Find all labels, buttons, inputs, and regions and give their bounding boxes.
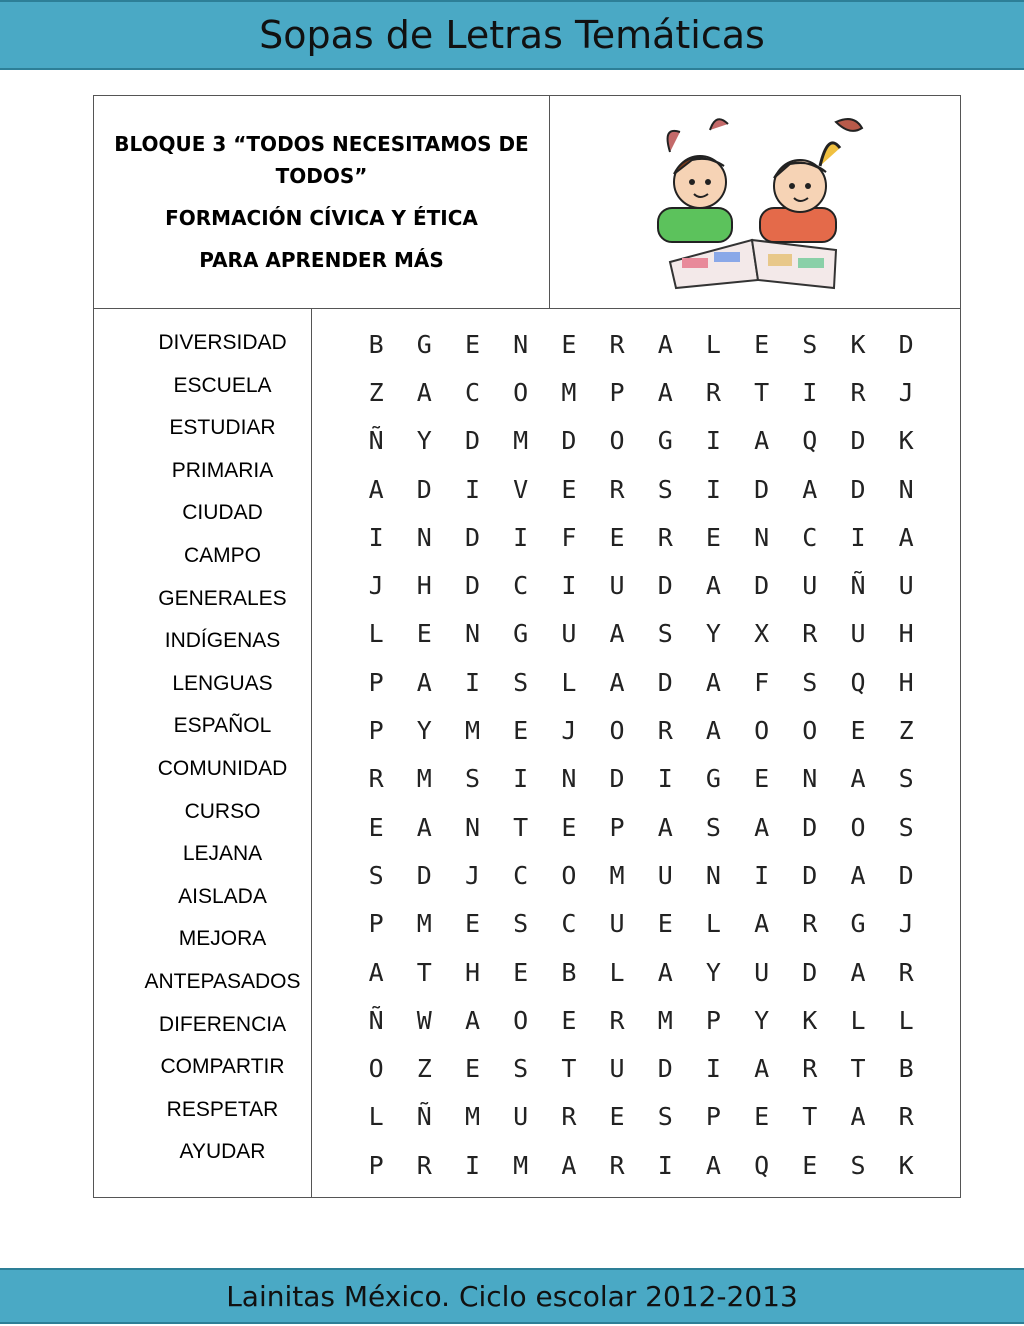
grid-cell[interactable]: S [850, 1150, 866, 1180]
grid-cell[interactable]: S [657, 1102, 673, 1132]
word-item: MEJORA [178, 927, 267, 951]
grid-cell[interactable]: G [657, 426, 673, 456]
grid-cell[interactable]: E [561, 1005, 577, 1035]
grid-cell[interactable]: E [561, 474, 577, 504]
word-item: LENGUAS [172, 671, 273, 695]
grid-cell[interactable]: R [609, 474, 625, 504]
illustration [550, 96, 960, 308]
grid-cell[interactable]: U [850, 619, 866, 649]
grid-cell[interactable]: I [464, 1150, 480, 1180]
puzzle-box [93, 308, 961, 1198]
grid-cell[interactable]: D [657, 667, 673, 697]
word-item: ESPAÑOL [173, 714, 272, 738]
grid-cell[interactable]: M [513, 1150, 529, 1180]
grid-cell[interactable]: E [850, 716, 866, 746]
grid-cell[interactable]: A [850, 957, 866, 987]
word-item: DIFERENCIA [158, 1012, 287, 1036]
grid-cell[interactable]: R [416, 1150, 432, 1180]
grid-cell[interactable]: E [464, 909, 480, 939]
grid-cell[interactable]: R [898, 957, 914, 987]
grid-cell[interactable]: G [513, 619, 529, 649]
subject-title: FORMACIÓN CÍVICA Y ÉTICA [165, 206, 478, 230]
grid-cell[interactable]: E [561, 812, 577, 842]
grid-cell[interactable]: A [657, 812, 673, 842]
grid-cell[interactable]: A [609, 667, 625, 697]
grid-cell[interactable]: Y [416, 426, 432, 456]
grid-cell[interactable]: E [705, 522, 721, 552]
grid-cell[interactable]: A [657, 957, 673, 987]
grid-cell[interactable]: L [609, 957, 625, 987]
grid-cell[interactable]: A [705, 1150, 721, 1180]
grid-cell[interactable]: O [513, 1005, 529, 1035]
word-item: ESCUELA [173, 373, 272, 397]
grid-cell[interactable]: T [561, 1054, 577, 1084]
grid-cell[interactable]: K [898, 1150, 914, 1180]
grid-cell[interactable]: M [464, 1102, 480, 1132]
grid-cell[interactable]: I [464, 474, 480, 504]
grid-cell[interactable]: I [513, 764, 529, 794]
grid-cell[interactable]: D [850, 426, 866, 456]
grid-cell[interactable]: D [898, 329, 914, 359]
grid-cell[interactable]: U [802, 571, 818, 601]
word-item: RESPETAR [166, 1097, 279, 1121]
word-item: CURSO [184, 799, 261, 823]
grid-cell[interactable]: T [754, 377, 770, 407]
grid-cell[interactable]: S [705, 812, 721, 842]
word-item: GENERALES [158, 586, 287, 610]
grid-cell[interactable]: R [609, 1005, 625, 1035]
page-header [0, 0, 1024, 70]
grid-cell[interactable]: T [513, 812, 529, 842]
grid-cell[interactable]: I [754, 860, 770, 890]
grid-cell[interactable]: J [898, 377, 914, 407]
grid-cell[interactable]: Y [754, 1005, 770, 1035]
grid-cell[interactable]: E [657, 909, 673, 939]
grid-cell[interactable]: M [609, 860, 625, 890]
grid-cell[interactable]: D [561, 426, 577, 456]
grid-cell[interactable]: V [513, 474, 529, 504]
grid-cell[interactable]: L [368, 1102, 384, 1132]
grid-cell[interactable]: X [754, 619, 770, 649]
grid-cell[interactable]: A [368, 957, 384, 987]
grid-cell[interactable]: G [416, 329, 432, 359]
grid-cell[interactable]: O [609, 716, 625, 746]
grid-cell[interactable]: R [657, 522, 673, 552]
grid-cell[interactable]: D [898, 860, 914, 890]
grid-cell[interactable]: D [464, 522, 480, 552]
grid-cell[interactable]: D [802, 812, 818, 842]
children-reading-book-illustration [640, 112, 870, 292]
grid-cell[interactable]: A [754, 1054, 770, 1084]
grid-cell[interactable]: D [464, 426, 480, 456]
grid-cell[interactable]: T [416, 957, 432, 987]
grid-cell[interactable]: R [609, 329, 625, 359]
page-title: Sopas de Letras Temáticas [259, 13, 765, 57]
word-item: AYUDAR [179, 1140, 266, 1164]
word-item: INDÍGENAS [164, 629, 281, 653]
grid-cell[interactable]: L [850, 1005, 866, 1035]
grid-cell[interactable]: D [802, 957, 818, 987]
grid-cell[interactable]: C [513, 571, 529, 601]
word-item: COMPARTIR [160, 1055, 285, 1079]
grid-cell[interactable]: S [898, 812, 914, 842]
grid-cell[interactable]: Ñ [416, 1102, 432, 1132]
grid-cell[interactable]: J [898, 909, 914, 939]
grid-cell[interactable]: K [898, 426, 914, 456]
grid-cell[interactable]: H [416, 571, 432, 601]
grid-cell[interactable]: O [368, 1054, 384, 1084]
grid-cell[interactable]: M [513, 426, 529, 456]
grid-cell[interactable]: O [850, 812, 866, 842]
grid-cell[interactable]: P [368, 909, 384, 939]
grid-cell[interactable]: A [416, 812, 432, 842]
info-box [93, 95, 961, 309]
grid-cell[interactable]: A [561, 1150, 577, 1180]
grid-cell[interactable]: Ñ [368, 426, 384, 456]
grid-cell[interactable]: D [657, 1054, 673, 1084]
grid-cell[interactable]: M [416, 764, 432, 794]
grid-cell[interactable]: S [802, 329, 818, 359]
grid-cell[interactable]: E [464, 1054, 480, 1084]
grid-cell[interactable]: U [898, 571, 914, 601]
block-title: BLOQUE 3 “TODOS NECESITAMOS DE TODOS” [114, 132, 529, 188]
grid-cell[interactable]: R [657, 716, 673, 746]
grid-cell[interactable]: R [802, 619, 818, 649]
grid-cell[interactable]: D [416, 860, 432, 890]
word-item: PRIMARIA [171, 458, 274, 482]
grid-cell[interactable]: B [561, 957, 577, 987]
grid-cell[interactable]: A [754, 426, 770, 456]
grid-cell[interactable]: A [802, 474, 818, 504]
word-item: COMUNIDAD [157, 756, 288, 780]
grid-cell[interactable]: R [898, 1102, 914, 1132]
grid-cell[interactable]: C [561, 909, 577, 939]
subtitle: PARA APRENDER MÁS [199, 248, 444, 272]
grid-cell[interactable]: J [561, 716, 577, 746]
grid-cell[interactable]: Y [416, 716, 432, 746]
grid-cell[interactable]: R [561, 1102, 577, 1132]
grid-cell[interactable]: M [657, 1005, 673, 1035]
grid-cell[interactable]: A [754, 909, 770, 939]
grid-cell[interactable]: L [368, 619, 384, 649]
grid-cell[interactable]: L [705, 909, 721, 939]
grid-cell[interactable]: R [802, 1054, 818, 1084]
grid-cell[interactable]: E [609, 1102, 625, 1132]
grid-cell[interactable]: N [464, 812, 480, 842]
grid-cell[interactable]: Y [705, 619, 721, 649]
grid-cell[interactable]: Q [802, 426, 818, 456]
grid-cell[interactable]: I [561, 571, 577, 601]
word-item: ANTEPASADOS [144, 969, 301, 993]
word-list [94, 308, 312, 1197]
grid-cell[interactable]: Z [898, 716, 914, 746]
grid-cell[interactable]: F [561, 522, 577, 552]
grid-cell[interactable]: N [754, 522, 770, 552]
grid-cell[interactable]: N [898, 474, 914, 504]
grid-cell[interactable]: M [464, 716, 480, 746]
grid-cell[interactable]: A [657, 329, 673, 359]
grid-cell[interactable]: Z [368, 377, 384, 407]
grid-cell[interactable]: Ñ [368, 1005, 384, 1035]
grid-cell[interactable]: P [609, 812, 625, 842]
grid-cell[interactable]: S [657, 474, 673, 504]
grid-cell[interactable]: I [513, 522, 529, 552]
grid-cell[interactable]: G [850, 909, 866, 939]
grid-cell[interactable]: D [850, 474, 866, 504]
grid-cell[interactable]: R [705, 377, 721, 407]
grid-cell[interactable]: Q [850, 667, 866, 697]
grid-cell[interactable]: E [609, 522, 625, 552]
grid-cell[interactable]: R [368, 764, 384, 794]
grid-cell[interactable]: N [561, 764, 577, 794]
grid-cell[interactable]: I [464, 667, 480, 697]
grid-cell[interactable]: D [464, 571, 480, 601]
grid-cell[interactable]: L [705, 329, 721, 359]
grid-cell[interactable]: E [754, 764, 770, 794]
grid-cell[interactable]: E [416, 619, 432, 649]
grid-cell[interactable]: U [609, 571, 625, 601]
grid-cell[interactable]: S [513, 667, 529, 697]
grid-cell[interactable]: M [416, 909, 432, 939]
grid-cell[interactable]: E [754, 1102, 770, 1132]
grid-cell[interactable]: G [705, 764, 721, 794]
grid-cell[interactable]: S [657, 619, 673, 649]
grid-cell[interactable]: E [464, 329, 480, 359]
grid-cell[interactable]: C [513, 860, 529, 890]
grid-cell[interactable]: U [609, 1054, 625, 1084]
grid-cell[interactable]: L [561, 667, 577, 697]
page-footer [0, 1268, 1024, 1324]
grid-cell[interactable]: D [754, 474, 770, 504]
grid-cell[interactable]: Y [705, 957, 721, 987]
grid-cell[interactable]: E [513, 716, 529, 746]
grid-cell[interactable]: D [754, 571, 770, 601]
grid-cell[interactable]: P [368, 1150, 384, 1180]
grid-cell[interactable]: K [850, 329, 866, 359]
word-item: ESTUDIAR [169, 416, 276, 440]
grid-cell[interactable]: S [898, 764, 914, 794]
grid-cell[interactable]: R [609, 1150, 625, 1180]
grid-cell[interactable]: T [850, 1054, 866, 1084]
grid-cell[interactable]: E [368, 812, 384, 842]
footer-text: Lainitas México. Ciclo escolar 2012-2013 [226, 1279, 798, 1313]
grid-cell[interactable]: A [850, 1102, 866, 1132]
grid-cell[interactable]: I [802, 377, 818, 407]
grid-cell[interactable]: O [609, 426, 625, 456]
grid-cell[interactable]: I [657, 1150, 673, 1180]
grid-cell[interactable]: O [513, 377, 529, 407]
grid-cell[interactable]: E [754, 329, 770, 359]
grid-cell[interactable]: Q [754, 1150, 770, 1180]
info-text [94, 96, 550, 308]
grid-cell[interactable]: U [561, 619, 577, 649]
grid-cell[interactable]: P [705, 1102, 721, 1132]
grid-cell[interactable]: M [561, 377, 577, 407]
grid-cell[interactable]: P [368, 716, 384, 746]
grid-cell[interactable]: N [705, 860, 721, 890]
grid-cell[interactable]: A [657, 377, 673, 407]
grid-cell[interactable]: R [850, 377, 866, 407]
grid-cell[interactable]: S [368, 860, 384, 890]
grid-cell[interactable]: F [754, 667, 770, 697]
grid-cell[interactable]: S [513, 909, 529, 939]
grid-cell[interactable]: K [802, 1005, 818, 1035]
word-item: CIUDAD [182, 501, 263, 525]
grid-cell[interactable]: S [464, 764, 480, 794]
grid-cell[interactable]: Z [416, 1054, 432, 1084]
word-item: CAMPO [183, 543, 261, 567]
grid-cell[interactable]: I [368, 522, 384, 552]
grid-cell[interactable]: U [657, 860, 673, 890]
grid-cell[interactable]: S [802, 667, 818, 697]
grid-cell[interactable]: D [657, 571, 673, 601]
grid-cell[interactable]: I [850, 522, 866, 552]
grid-cell[interactable]: N [802, 764, 818, 794]
grid-cell[interactable]: L [898, 1005, 914, 1035]
grid-cell[interactable]: B [368, 329, 384, 359]
grid-cell[interactable]: E [802, 1150, 818, 1180]
grid-cell[interactable]: P [609, 377, 625, 407]
grid-cell[interactable]: D [416, 474, 432, 504]
grid-cell[interactable]: A [705, 716, 721, 746]
word-item: DIVERSIDAD [158, 331, 287, 354]
grid-cell[interactable]: A [850, 860, 866, 890]
word-item: LEJANA [182, 842, 263, 866]
grid-cell[interactable]: E [561, 329, 577, 359]
grid-cell[interactable]: D [609, 764, 625, 794]
grid-cell[interactable]: I [657, 764, 673, 794]
grid-cell[interactable]: U [609, 909, 625, 939]
grid-cell[interactable]: N [416, 522, 432, 552]
grid-cell[interactable]: T [802, 1102, 818, 1132]
grid-cell[interactable]: I [705, 1054, 721, 1084]
grid-cell[interactable]: C [802, 522, 818, 552]
grid-cell[interactable]: U [513, 1102, 529, 1132]
grid-cell[interactable]: D [802, 860, 818, 890]
grid-cell[interactable]: Ñ [850, 571, 866, 601]
grid-cell[interactable]: A [705, 667, 721, 697]
grid-cell[interactable]: A [850, 764, 866, 794]
grid-cell[interactable]: U [754, 957, 770, 987]
grid-cell[interactable]: R [802, 909, 818, 939]
grid-cell[interactable]: I [705, 426, 721, 456]
grid-cell[interactable]: P [705, 1005, 721, 1035]
grid-cell[interactable]: P [368, 667, 384, 697]
grid-cell[interactable]: I [705, 474, 721, 504]
grid-cell[interactable]: A [368, 474, 384, 504]
grid-cell[interactable]: H [898, 667, 914, 697]
letter-grid [352, 320, 930, 1189]
grid-cell[interactable]: B [898, 1054, 914, 1084]
grid-cell[interactable]: J [464, 860, 480, 890]
grid-cell[interactable]: A [416, 667, 432, 697]
grid-cell[interactable]: A [609, 619, 625, 649]
grid-cell[interactable]: O [802, 716, 818, 746]
grid-cell[interactable]: J [368, 571, 384, 601]
grid-cell[interactable]: A [754, 812, 770, 842]
grid-cell[interactable]: W [416, 1005, 432, 1035]
grid-cell[interactable]: A [464, 1005, 480, 1035]
grid-cell[interactable]: A [416, 377, 432, 407]
grid-cell[interactable]: O [754, 716, 770, 746]
word-item: AISLADA [178, 884, 267, 908]
grid-cell[interactable]: H [898, 619, 914, 649]
grid-cell[interactable]: E [513, 957, 529, 987]
grid-cell[interactable]: H [464, 957, 480, 987]
grid-cell[interactable]: S [513, 1054, 529, 1084]
grid-cell[interactable]: C [464, 377, 480, 407]
grid-cell[interactable]: A [705, 571, 721, 601]
grid-cell[interactable]: A [898, 522, 914, 552]
grid-cell[interactable]: O [561, 860, 577, 890]
grid-cell[interactable]: N [513, 329, 529, 359]
grid-cell[interactable]: N [464, 619, 480, 649]
